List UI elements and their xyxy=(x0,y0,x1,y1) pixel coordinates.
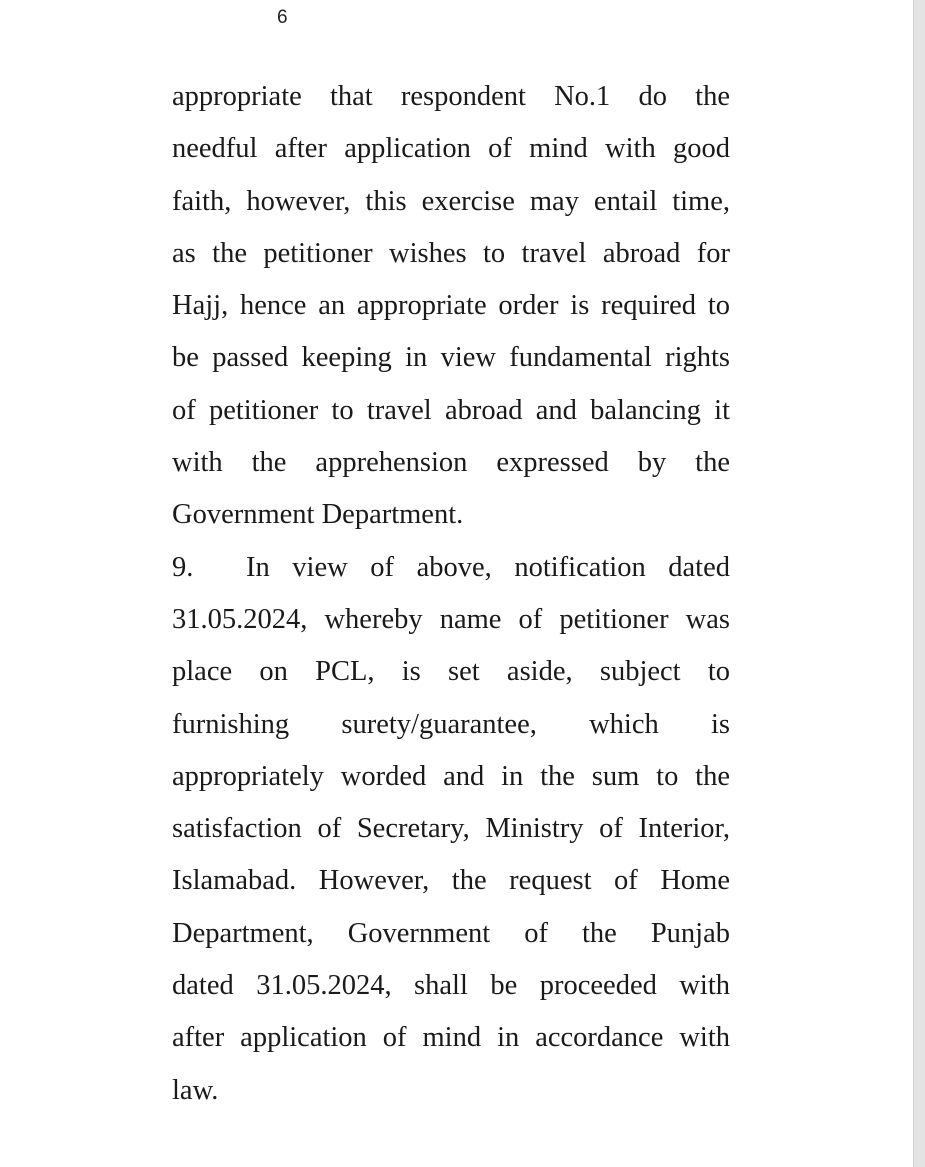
text-line: of petitioner to travel abroad and balancing it xyxy=(172,394,730,426)
scrollbar[interactable] xyxy=(913,0,925,1167)
text-line: Islamabad. However, the request of Home xyxy=(172,865,730,897)
text-line: needful after application of mind with good xyxy=(172,133,730,165)
text-line: faith, however, this exercise may entail time, xyxy=(172,185,730,217)
text-line: In view of above, notification dated xyxy=(246,551,730,583)
paragraph-8-continued xyxy=(172,71,730,1117)
text-line: as the petitioner wishes to travel abroad for xyxy=(172,237,730,269)
text-line: furnishing surety/guarantee, which is xyxy=(172,708,730,740)
paragraph-9-first-line xyxy=(172,542,730,594)
text-line: 31.05.2024, whereby name of petitioner was xyxy=(172,603,730,635)
text-line: Department, Government of the Punjab xyxy=(172,917,730,949)
page-number: 6 xyxy=(277,7,288,28)
text-line: appropriately worded and in the sum to the xyxy=(172,760,730,792)
text-line: place on PCL, is set aside, subject to xyxy=(172,656,730,688)
text-line: after application of mind in accordance with xyxy=(172,1022,730,1054)
text-line: appropriate that respondent No.1 do the xyxy=(172,81,730,112)
text-line: law. xyxy=(172,1074,219,1106)
text-line: with the apprehension expressed by the xyxy=(172,447,730,479)
text-line: be passed keeping in view fundamental rights xyxy=(172,342,730,374)
text-line: Government Department. xyxy=(172,499,464,531)
text-line: dated 31.05.2024, shall be proceeded with xyxy=(172,970,730,1002)
text-line: satisfaction of Secretary, Ministry of Interior, xyxy=(172,813,730,845)
paragraph-number: 9. xyxy=(172,551,194,583)
text-line: Hajj, hence an appropriate order is required to xyxy=(172,290,730,322)
